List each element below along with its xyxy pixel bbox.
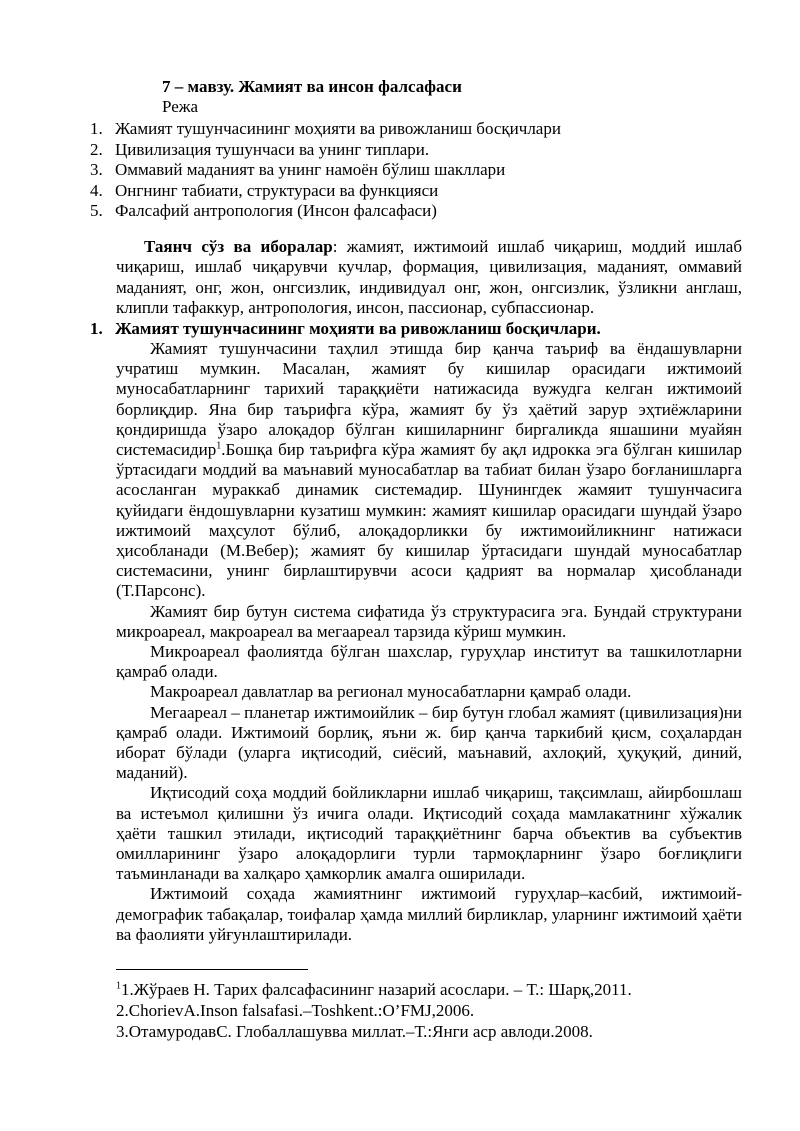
- footnote-separator: [116, 969, 308, 970]
- plan-item-text: Онгнинг табиати, структураси ва функцияси: [115, 180, 439, 200]
- footnote-item: [116, 1000, 742, 1021]
- plan-list: [90, 119, 740, 222]
- footnote-reference[interactable]: 1: [216, 440, 222, 452]
- plan-item: [90, 201, 740, 222]
- plan-item-text: Цивилизация тушунчаси ва унинг типлари.: [115, 139, 430, 159]
- topic-title: 7 – мавзу. Жамият ва инсон фалсафаси: [162, 77, 462, 96]
- section-body: [116, 339, 742, 945]
- body-paragraph: [116, 339, 742, 602]
- plan-item-text: Оммавий маданият ва унинг намоён бўлиш шакллари: [115, 160, 506, 179]
- paragraph-text: Жамият тушунчасини таҳлил этишда бир қанча таъриф ва ёндашувларни учратиш мумкин. Масалан, жамият бу кишилар орасидаги ижтимоий муносабатларнинг тарихий тараққиёти натижасида вужудга келган ижтимоий борлиқдир. Яна бир таърифга кўра, жамият бу ўз ҳаётий зарур эҳтиёжларини қондиришда ўзаро алоқадор бўлган кишиларнинг биргаликда яшашини муайян системасидир: [116, 339, 742, 460]
- body-paragraph: Жамият бир бутун система сифатида ўз структурасига эга. Бундай структурани микроареал, макроареал ва мегаареал тарзида кўриш мумкин.: [116, 601, 742, 641]
- plan-item-number: 4.: [90, 180, 103, 200]
- footnotes-list: [116, 979, 742, 1042]
- plan-item-number: 5.: [90, 201, 103, 220]
- plan-label: Режа: [162, 97, 199, 116]
- plan-item-number: 2.: [90, 139, 103, 159]
- plan-item: [90, 181, 740, 202]
- footnote-text: 1.Жўраев Н. Тарих фалсафасининг назарий асослари. – Т.: Шарқ,2011.: [121, 980, 632, 999]
- section-title: Жамият тушунчасининг моҳияти ва ривожланиш босқичлари.: [115, 319, 601, 338]
- footnote-text: 2.ChorievA.Inson falsafasi.–Toshkent.:O’FMJ,2006.: [116, 1001, 475, 1020]
- body-paragraph: Иқтисодий соҳа моддий бойликларни ишлаб чиқариш, тақсимлаш, айирбошлаш ва истеъмол қилишни ўз ичига олади. Иқтисодий соҳада мамлакатнинг хўжалик ҳаёти ташкил этилади, иқтисодий тараққиётнинг барча объектив ва субъектив омилларининг ўзаро алоқадорлиги турли тармоқларнинг ўзаро боғлиқлиги таъминланади ва халқаро ҳамкорлик амалга оширилади.: [116, 783, 742, 884]
- body-paragraph: Ижтимоий соҳада жамиятнинг ижтимоий гуруҳлар–касбий, ижтимоий-демографик табақалар, тоифалар ҳамда миллий бирликлар, уларнинг ижтимоий ҳаёти ва фаолияти уйғунлаштирилади.: [116, 884, 742, 944]
- body-paragraph: Микроареал фаолиятда бўлган шахслар, гуруҳлар институт ва ташкилотларни қамраб олади.: [116, 642, 742, 682]
- keywords-label: Таянч сўз ва иборалар: [144, 237, 333, 256]
- plan-item-text: Жамият тушунчасининг моҳияти ва ривожланиш босқичлари: [115, 119, 561, 138]
- plan-item: [90, 140, 740, 161]
- body-paragraph: Мегаареал – планетар ижтимоийлик – бир бутун глобал жамият (цивилизация)ни қамраб олади. Ижтимоий борлиқ, яъни ж. бир қанча таркибий қисм, соҳалардан иборат бўлади (уларга иқтисодий, сиёсий, маънавий, ахлоқий, ҳуқуқий, диний, маданий).: [116, 702, 742, 783]
- plan-item-number: 1.: [90, 119, 103, 138]
- paragraph-text: .Бошқа бир таърифга кўра жамият бу ақл идрокка эга бўлган кишилар ўртасидаги моддий ва маънавий муносабатлар ва табиат билан ўзаро боғланишларга асосланган мураккаб динамик системадир. Шунингдек жамяит тушунчасига қуйидаги ёндошувларни кузатиш мумкин: жамият кишилар орасидаги шундай ўзаро ижтимоий маҳсулот бўлиб, алоқадорликки бу ижтимоийликнинг натижаси ҳисобланади (М.Вебер); жамият бу кишилар ўртасидаги шундай муносабатлар системасини, унинг бирлаштирувчи асоси қадрият ва нормалар ҳисобланади (Т.Парсонс).: [116, 440, 742, 601]
- footnote-item: [116, 1021, 742, 1042]
- plan-item: [90, 119, 740, 140]
- section-number: 1.: [90, 319, 103, 338]
- plan-item-text: Фалсафий антропология (Инсон фалсафаси): [115, 201, 437, 220]
- keywords-text: : жамият, ижтимоий ишлаб чиқариш, моддий ишлаб чиқариш, ишлаб чиқарувчи кучлар, формация, цивилизация, маданият, оммавий маданият, онг, жон, онгсизлик, индивидуал онг, жон, онгсизлик, ўзликни англаш, клипли тафаккур, антропология, инсон, пассионар, субпассионар.: [116, 237, 742, 317]
- plan-item: [90, 160, 740, 181]
- footnote-text: 3.ОтамуродавС. Глобаллашувва миллат.–Т.:Янги аср авлоди.2008.: [116, 1022, 593, 1041]
- keywords-paragraph: [116, 237, 742, 318]
- footnote-item: [116, 979, 742, 1000]
- footnote-marker: 1: [116, 980, 121, 992]
- section-heading: [90, 319, 601, 339]
- plan-item-number: 3.: [90, 160, 103, 179]
- body-paragraph: Макроареал давлатлар ва регионал муносабатларни қамраб олади.: [150, 682, 632, 702]
